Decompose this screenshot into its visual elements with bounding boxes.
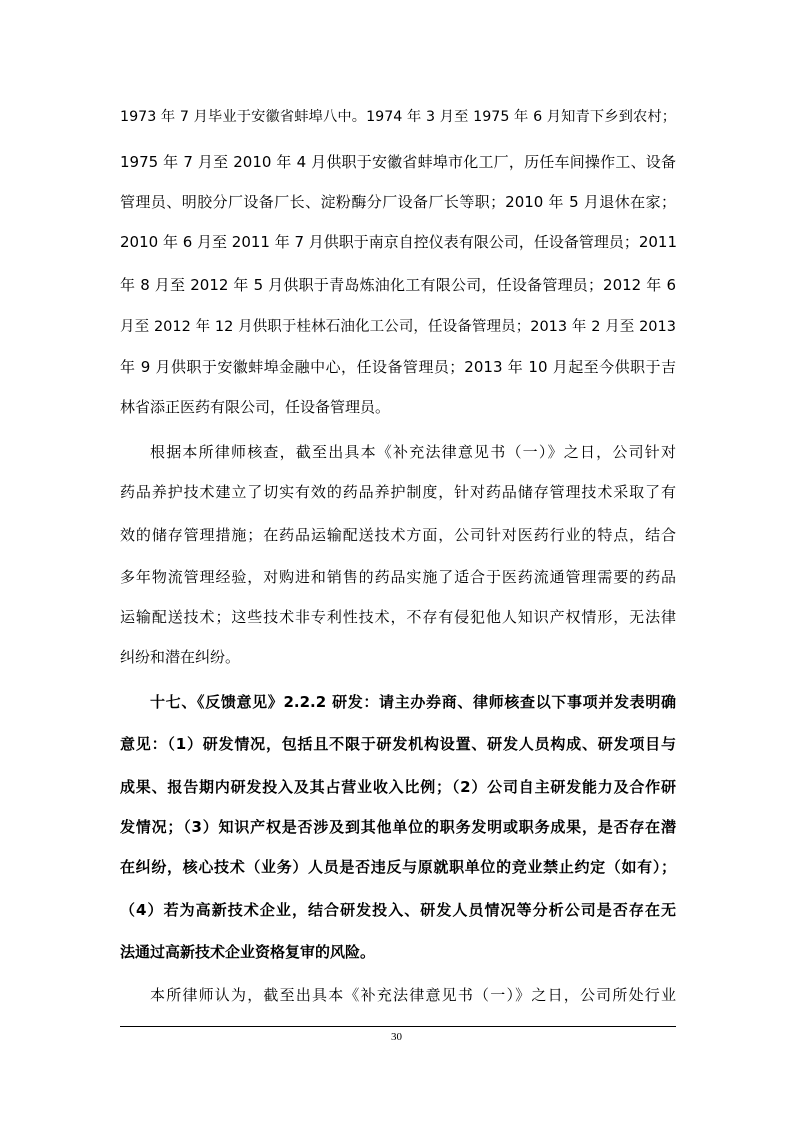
bold-text-line: 意见：（1）研发情况，包括且不限于研发机构设置、研发人员构成、研发项目与 bbox=[120, 735, 676, 753]
text-line: 纠纷和潜在纠纷。 bbox=[120, 648, 241, 666]
bold-text-line: 成果、报告期内研发投入及其占营业收入比例；（2）公司自主研发能力及合作研 bbox=[120, 778, 676, 796]
text-line: 药品养护技术建立了切实有效的药品养护制度，针对药品储存管理技术采取了有 bbox=[120, 483, 676, 501]
page-number: 30 bbox=[391, 1031, 402, 1043]
text-line: 本所律师认为，截至出具本《补充法律意见书（一）》之日，公司所处行业 bbox=[150, 986, 676, 1004]
text-line: 运输配送技术；这些技术非专利性技术，不存有侵犯他人知识产权情形，无法律 bbox=[120, 608, 676, 626]
text-line: 1973 年 7 月毕业于安徽省蚌埠八中。1974 年 3 月至 1975 年 6 月知青下乡到农村； bbox=[120, 109, 676, 125]
text-line: 林省添正医药有限公司，任设备管理员。 bbox=[120, 398, 391, 416]
footer-rule bbox=[120, 1026, 676, 1027]
bold-text-line: （4）若为高新技术企业，结合研发投入、研发人员情况等分析公司是否存在无 bbox=[120, 901, 676, 919]
text-line: 年 8 月至 2012 年 5 月供职于青岛炼油化工有限公司，任设备管理员；2012 年 6 bbox=[120, 276, 676, 294]
text-line: 多年物流管理经验，对购进和销售的药品实施了适合于医药流通管理需要的药品 bbox=[120, 568, 676, 586]
bold-text-line: 法通过高新技术企业资格复审的风险。 bbox=[120, 943, 376, 961]
bold-text-line: 十七、《反馈意见》2.2.2 研发：请主办券商、律师核查以下事项并发表明确 bbox=[150, 693, 676, 711]
text-line: 2010 年 6 月至 2011 年 7 月供职于南京自控仪表有限公司，任设备管理员；2011 bbox=[120, 233, 677, 251]
text-line: 年 9 月供职于安徽蚌埠金融中心，任设备管理员；2013 年 10 月起至今供职于吉 bbox=[120, 358, 676, 376]
text-line: 效的储存管理措施；在药品运输配送技术方面，公司针对医药行业的特点，结合 bbox=[120, 526, 676, 544]
text-line: 管理员、明胶分厂设备厂长、淀粉酶分厂设备厂长等职；2010 年 5 月退休在家； bbox=[120, 193, 676, 211]
bold-text-line: 发情况；（3）知识产权是否涉及到其他单位的职务发明或职务成果，是否存在潜 bbox=[120, 818, 676, 836]
text-line: 1975 年 7 月至 2010 年 4 月供职于安徽省蚌埠市化工厂，历任车间操作工、设备 bbox=[120, 153, 676, 171]
text-line: 月至 2012 年 12 月供职于桂林石油化工公司，任设备管理员；2013 年 2 月至 2013 bbox=[120, 319, 676, 335]
text-line: 根据本所律师核查，截至出具本《补充法律意见书（一）》之日，公司针对 bbox=[150, 443, 676, 461]
bold-text-line: 在纠纷，核心技术（业务）人员是否违反与原就职单位的竞业禁止约定（如有）； bbox=[120, 858, 676, 876]
